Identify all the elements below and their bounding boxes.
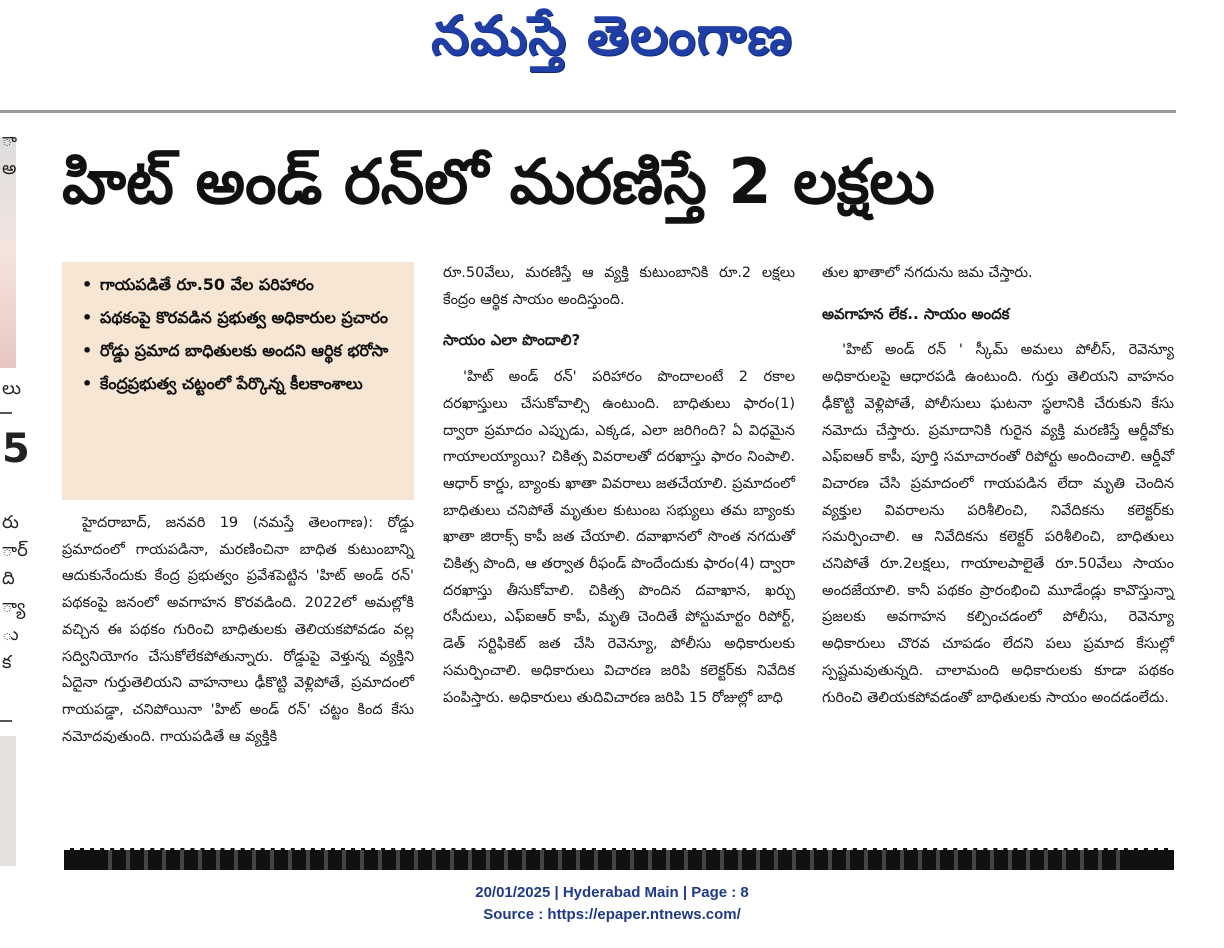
bullet-icon: • xyxy=(82,374,93,393)
newspaper-logo: నమస్తే తెలంగాణ xyxy=(431,4,793,67)
bullet-icon: • xyxy=(82,308,93,327)
highlight-text: రోడ్డు ప్రమాద బాధితులకు అందని ఆర్థిక భరోసా xyxy=(100,341,389,360)
article-column-2 xyxy=(443,260,795,711)
bullet-icon: • xyxy=(82,341,93,360)
article-paragraph: తుల ఖాతాలో నగదును జమ చేస్తారు. xyxy=(822,265,1033,281)
left-fragment: లు xyxy=(2,378,21,399)
footer-source: Source : https://epaper.ntnews.com/ xyxy=(483,906,741,923)
article-headline: హిట్ అండ్ రన్‌లో మరణిస్తే 2 లక్షలు xyxy=(62,145,935,218)
left-fragment: క xyxy=(2,652,12,673)
banner-pattern xyxy=(94,850,1134,870)
left-fragment: ు xyxy=(2,624,19,645)
highlight-item xyxy=(82,334,404,367)
highlights-box xyxy=(62,262,414,500)
left-fragment: రు xyxy=(2,512,19,533)
highlight-item xyxy=(82,367,404,400)
highlight-text: కేంద్రప్రభుత్వ చట్టంలో పేర్కొన్న కీలకాంశాలు xyxy=(100,374,363,393)
left-fragment: అ xyxy=(2,158,17,179)
article-subheading: సాయం ఎలా పొందాలి? xyxy=(443,331,581,350)
adjacent-article-strip xyxy=(0,130,30,870)
page-footer xyxy=(0,882,1224,926)
left-fragment: ా xyxy=(2,130,18,151)
divider xyxy=(0,720,12,722)
highlight-item xyxy=(82,301,404,334)
bullet-icon: • xyxy=(82,275,93,294)
footer-edition-info: 20/01/2025 | Hyderabad Main | Page : 8 xyxy=(475,884,749,901)
highlight-text: పథకంపై కొరవడిన ప్రభుత్వ అధికారుల ప్రచారం xyxy=(100,308,389,327)
article-paragraph: 'హిట్ అండ్ రన్ ' స్కీమ్ అమలు పోలీస్, రెవెన్యూ అధికారులపై ఆధారపడి ఉంటుంది. గుర్తు తెలియని వాహనం ఢీకొట్టి వెళ్లిపోతే, పోలీసులు ఘటనా స్థలానికి చేరుకుని కేసు నమోదు చేస్తారు. ప్రమాదానికి గురైన వ్యక్తి మరణిస్తే ఆర్డీవోకు ఎఫ్ఐఆర్ కాపీ, పూర్తి సమాచారంతో రిపోర్టు అందించాలి. ఆర్డీవో విచారణ చేసి ప్రమాదంలో గాయపడిన లేదా మృతి చెందిన వ్యక్తుల వివరాలను పరిశీలించి, నివేదికను కలెక్టర్‌కు సమర్పించాలి. ఆ నివేదికను కలెక్టర్ పరిశీలించి, బాధితులు చనిపోతే రూ.2లక్షలు, గాయాలపాలైతే రూ.50వేలు సాయం అందజేయాలి. కానీ పథకం ప్రారంభించి మూడేండ్లు కావొస్తున్నా ప్రజలకు అవగాహన కల్పించడంలో పోలీసు, రెవెన్యూ అధికారులు చొరవ చూపడం లేదని పలు ప్రమాద కేసుల్లో స్పష్టమవుతున్నది. చాలామంది అధికారులకు కూడా పథకం గురించి తెలియకపోవడంతో బాధితులకు సాయం అందడంలేదు. xyxy=(822,342,1174,706)
divider xyxy=(0,412,12,414)
masthead xyxy=(0,0,1224,90)
article-paragraph: రూ.50వేలు, మరణిస్తే ఆ వ్యక్తి కుటుంబానికి రూ.2 లక్షలు కేంద్రం ఆర్థిక సాయం అందిస్తుంది. xyxy=(443,265,795,308)
left-fragment: ార్ xyxy=(2,540,28,561)
bottom-ad-banner xyxy=(64,848,1174,870)
article-paragraph: 'హిట్ అండ్ రన్' పరిహారం పొందాలంటే 2 రకాల దరఖాస్తులు చేసుకోవాల్సి ఉంటుంది. బాధితులు ఫారం(1) ద్వారా ప్రమాదం ఎప్పుడు, ఎక్కడ, ఎలా జరిగింది? ఏ విధమైన గాయాలయ్యాయి? చికిత్స వివరాలతో దరఖాస్తు ఫారం నింపాలి. ఆధార్ కార్డు, బ్యాంకు ఖాతా వివరాలు జతచేయాలి. ప్రమాదంలో బాధితులు చనిపోతే మృతుల కుటుంబ సభ్యులు తమ బ్యాంకు ఖాతా జిరాక్స్ కాపీ జత చేయాలి. దవాఖానలో సొంత నగదుతో చికిత్స పొంది, ఆ తర్వాత రీఫండ్ పొందేందుకు ఫారం(4) ద్వారా దరఖాస్తు తీసుకోవాలి. చికిత్స పొందిన దవాఖాన, ఖర్చు రసీదులు, ఎఫ్ఐఆర్ కాపీ, మృతి చెందితే పోస్టుమార్టం రిపోర్ట్, డెత్ సర్టిఫికెట్ జత చేసి రెవెన్యూ, పోలీసు అధికారులకు సమర్పించాలి. అధికారులు విచారణ జరిపి కలెక్టర్‌కు నివేదిక పంపిస్తారు. అధికారులు తుదివిచారణ జరిపి 15 రోజుల్లో బాధి xyxy=(443,369,795,706)
article-column-3 xyxy=(822,260,1174,711)
article-paragraph: హైదరాబాద్, జనవరి 19 (నమస్తే తెలంగాణ): రోడ్డు ప్రమాదంలో గాయపడినా, మరణించినా బాధిత కుటుంబాన్ని ఆదుకునేందుకు కేంద్ర ప్రభుత్వం ప్రవేశపెట్టిన 'హిట్ అండ్ రన్' పథకంపై జనంలో అవగాహన కొరవడింది. 2022లో అమల్లోకి వచ్చిన ఈ పథకం గురించి బాధితులకు తెలియకపోవడం వల్ల సద్వినియోగం చేసుకోలేకపోతున్నారు. రోడ్డుపై వెళ్తున్న వ్యక్తిని ఏదైనా గుర్తుతెలియని వాహనాలు ఢీకొట్టి వెళ్లిపోతే, ప్రమాదంలో గాయపడ్డా, చనిపోయినా 'హిట్ అండ్ రన్' చట్టం కింద కేసు నమోదవుతుంది. గాయపడితే ఆ వ్యక్తికి xyxy=(62,515,414,745)
article-column-1 xyxy=(62,510,414,750)
highlight-item xyxy=(82,268,404,301)
adjacent-photo xyxy=(0,736,16,866)
masthead-rule xyxy=(0,110,1176,113)
article-subheading: అవగాహన లేక.. సాయం అందక xyxy=(822,304,1010,323)
left-fragment: ది xyxy=(2,568,15,589)
left-fragment: ్యా xyxy=(2,596,26,617)
left-fragment: 5 xyxy=(2,426,30,472)
highlight-text: గాయపడితే రూ.50 వేల పరిహారం xyxy=(100,275,314,294)
